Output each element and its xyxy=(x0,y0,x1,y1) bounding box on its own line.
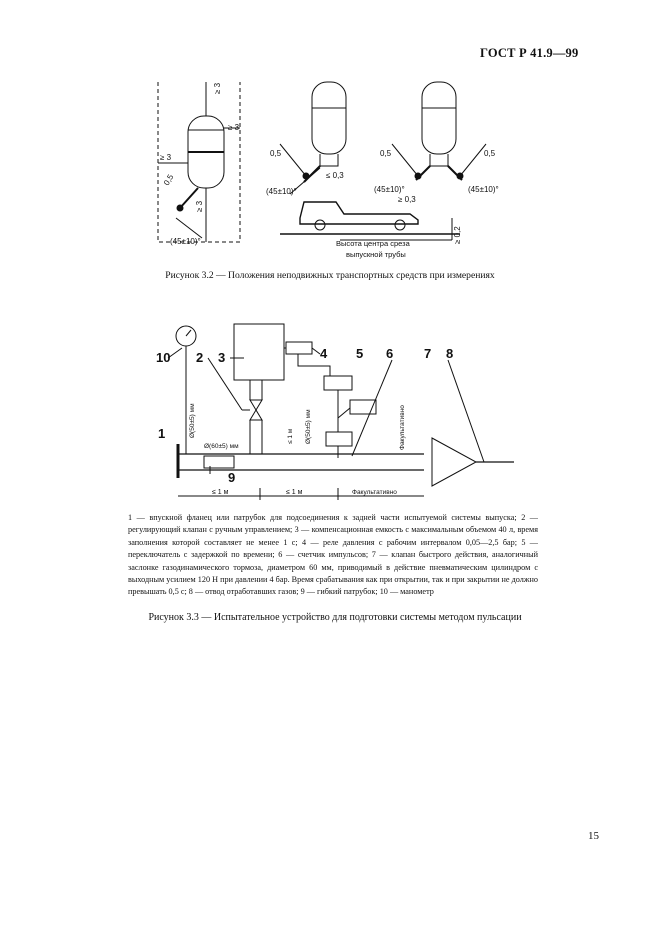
dim-bottom: ≥ 3 xyxy=(195,200,204,212)
figure-3-3-test-setup xyxy=(148,318,520,508)
angle-right-b: (45±10)° xyxy=(468,185,499,194)
callout-5: 5 xyxy=(356,346,364,361)
dim-vertical-1m: ≤ 1 м xyxy=(287,428,294,444)
dim-horizontal-1m-a: ≤ 1 м xyxy=(212,489,229,496)
figure-3-2-caption: Рисунок 3.2 — Положения неподвижных транспортных средств при измерениях xyxy=(165,270,495,281)
dim-optional-horizontal: Факультативно xyxy=(352,489,397,496)
callout-4: 4 xyxy=(320,346,328,361)
pressure-relay xyxy=(286,342,312,354)
exhaust-extraction xyxy=(432,438,476,486)
callout-6: 6 xyxy=(386,346,394,361)
dim-horizontal-1m-b: ≤ 1 м xyxy=(286,489,303,496)
dim-left-05: 0,5 xyxy=(161,172,176,187)
compensation-tank xyxy=(234,324,284,380)
figure-3-3-caption: Рисунок 3.3 — Испытательное устройство для подготовки системы методом пульсации xyxy=(148,612,522,623)
exhaust-height-label-2: выпускной трубы xyxy=(346,250,406,259)
dim-right: ≥ 3 xyxy=(228,123,240,132)
regulating-valve xyxy=(250,400,262,420)
document-header: ГОСТ Р 41.9—99 xyxy=(480,46,579,60)
truck-illustration xyxy=(280,202,460,240)
page-number: 15 xyxy=(588,830,599,842)
callout-10: 10 xyxy=(156,350,171,365)
callout-1: 1 xyxy=(158,426,166,441)
callout-9: 9 xyxy=(228,470,236,485)
dim-right-03: ≥ 0,3 xyxy=(398,195,416,204)
dim-middle-03: ≤ 0,3 xyxy=(326,171,344,180)
dim-d50-right: Ø(50±5) мм xyxy=(305,409,312,444)
angle-right-a: (45±10)° xyxy=(374,185,405,194)
figure-3-2-vehicle-positions xyxy=(140,68,520,268)
fast-valve-actuator xyxy=(326,432,352,446)
angle-left: (45±10)° xyxy=(170,237,201,246)
dim-left: ≥ 3 xyxy=(160,153,172,162)
callout-3: 3 xyxy=(218,350,226,365)
dim-middle-05: 0,5 xyxy=(270,149,282,158)
figure-3-3-legend: 1 — впускной фланец или патрубок для подсоединения к задней части испытуемой системы выпуска; 2 — регулирующий клапан с ручным управлением; 3 — компенсационная емкость с максимальным объемом 40 л, время заполнения которой составляет не менее 1 с; 4 — реле давления с рабочим интервалом 0,05—2,5 бар; 5 — переключатель с задержкой по времени; 6 — счетчик импульсов; 7 — клапан быстрого действия, аналогичный заслонке газодинамического тормоза, диаметром 60 мм, приводимый в действие пневматическим цилиндром с выходным усилием 120 Н при давлении 4 бар. Время срабатывания как при открытии, так и при закрытии не должно превышать 0,5 с; 8 — отвод отработавших газов; 9 — гибкий патрубок; 10 — манометр xyxy=(128,513,538,597)
flexible-hose xyxy=(204,456,234,468)
dim-d50-left: Ø(50±5) мм xyxy=(189,403,196,438)
dim-right-05-a: 0,5 xyxy=(380,149,392,158)
left-position-diagram xyxy=(158,82,240,242)
dim-ground-02: ≥ 0,2 xyxy=(453,226,462,244)
callout-7: 7 xyxy=(424,346,432,361)
dim-d60-pipe: Ø(60±5) мм xyxy=(204,443,239,450)
angle-middle: (45±10)° xyxy=(266,187,297,196)
callout-8: 8 xyxy=(446,346,454,361)
dim-right-05-b: 0,5 xyxy=(484,149,496,158)
right-position-diagram xyxy=(392,82,486,180)
exhaust-height-label-1: Высота центра среза xyxy=(336,239,410,248)
time-delay-switch xyxy=(324,376,352,390)
callout-2: 2 xyxy=(196,350,204,365)
dim-optional-vertical: Факультативно xyxy=(399,405,406,450)
dim-top: ≥ 3 xyxy=(213,82,222,94)
